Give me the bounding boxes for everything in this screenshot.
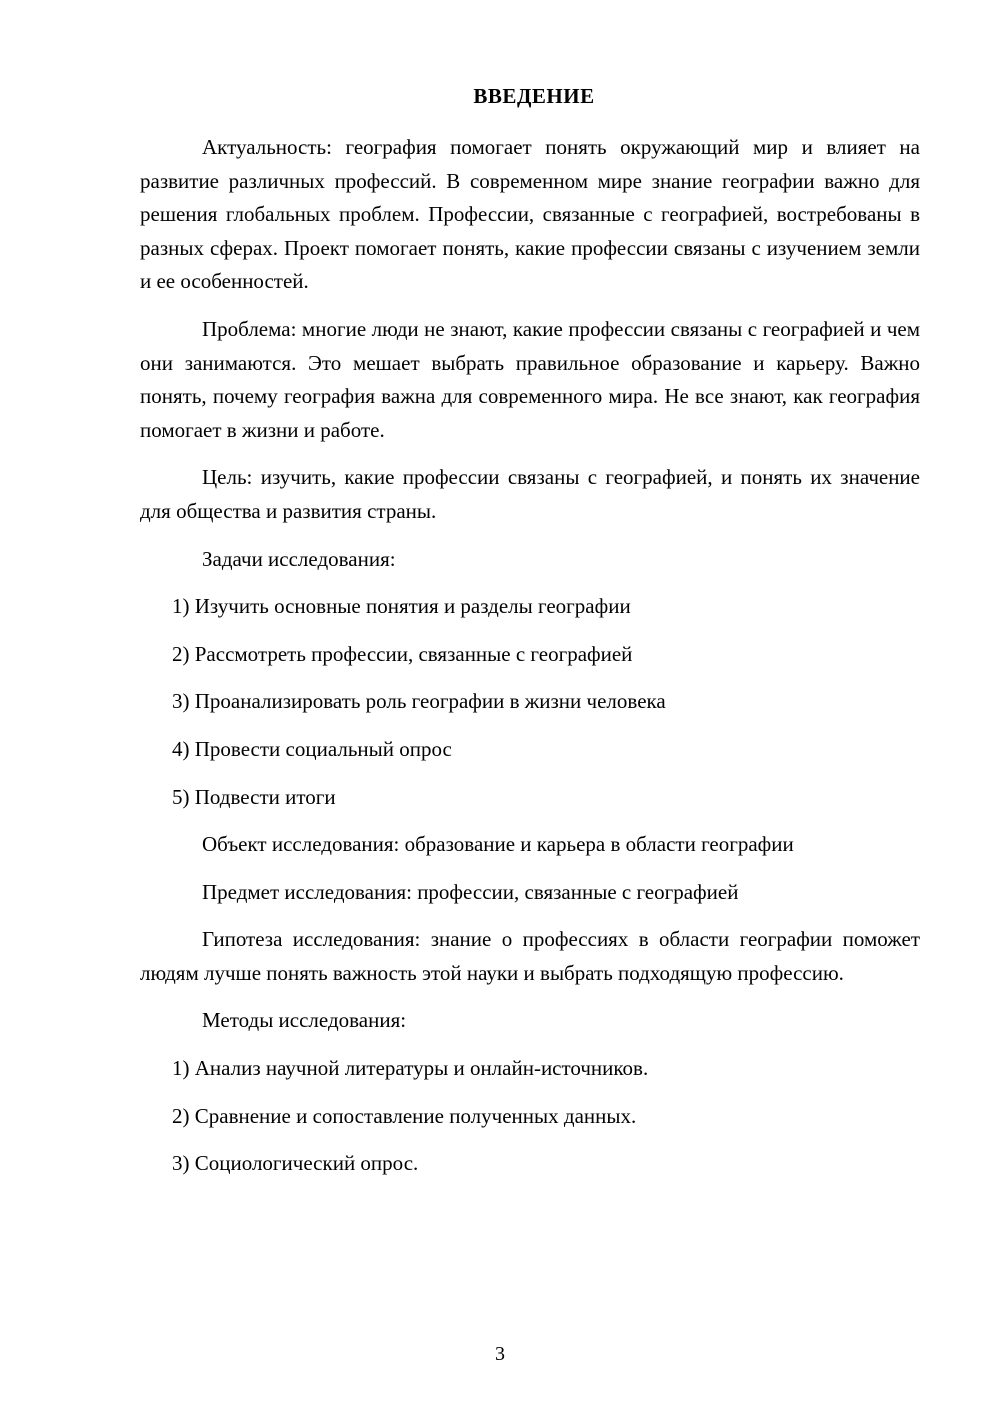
paragraph-goal: Цель: изучить, какие профессии связаны с географией, и понять их значение для общества и развития страны. [140,465,920,523]
paragraph-relevance: Актуальность: география помогает понять окружающий мир и влияет на развитие различных профессий. В современном мире знание географии важно для решения глобальных проблем. Профессии, связанные с географией, востребованы в разных сферах. Проект помогает понять, какие профессии связаны с изучением земли и ее особенностей. [140,135,920,294]
paragraph-object: Объект исследования: образование и карьера в области географии [202,832,794,857]
list-item: 5) Подвести итоги [172,784,336,809]
list-item: 2) Рассмотреть профессии, связанные с географией [172,641,633,666]
paragraph-hypothesis: Гипотеза исследования: знание о профессиях в области географии поможет людям лучше понять важность этой науки и выбрать подходящую профессию. [140,927,920,985]
methods-heading: Методы исследования: [202,1008,407,1033]
list-item: 4) Провести социальный опрос [172,736,452,761]
paragraph-problem: Проблема: многие люди не знают, какие профессии связаны с географией и чем они занимаются. Это мешает выбрать правильное образование и карьеру. Важно понять, почему география важна для современного мира. Не все знают, как география помогает в жизни и работе. [140,316,920,442]
tasks-heading: Задачи исследования: [202,546,396,571]
page-title: ВВЕДЕНИЕ [473,84,595,108]
page-number: 3 [495,1343,505,1365]
list-item: 3) Проанализировать роль географии в жизни человека [172,689,666,714]
list-item: 1) Анализ научной литературы и онлайн-источников. [172,1056,649,1081]
list-item: 2) Сравнение и сопоставление полученных данных. [172,1103,637,1128]
list-item: 3) Социологический опрос. [172,1151,419,1176]
list-item: 1) Изучить основные понятия и разделы географии [172,594,631,619]
paragraph-subject: Предмет исследования: профессии, связанные с географией [202,879,739,904]
